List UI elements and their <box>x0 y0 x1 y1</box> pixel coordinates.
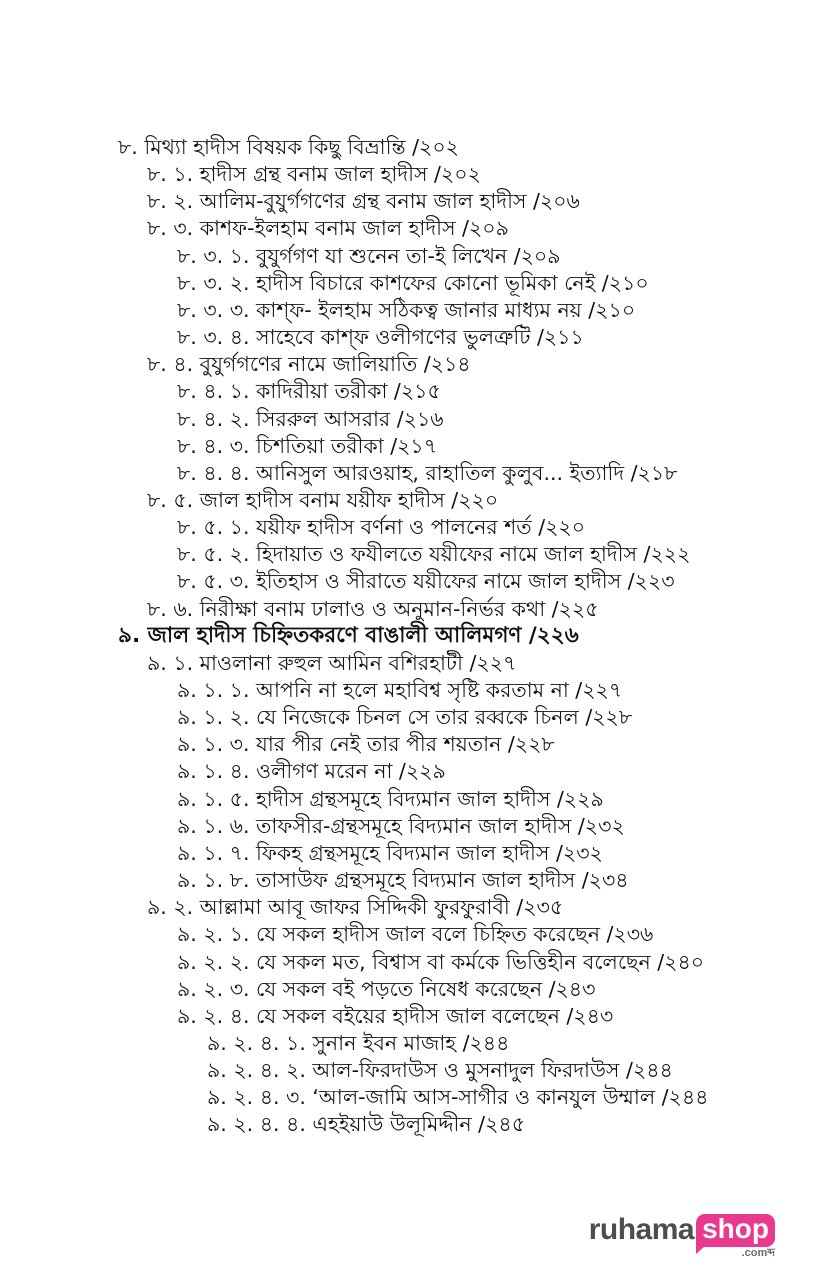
toc-entry: ৮. মিথ্যা হাদীস বিষয়ক কিছু বিভ্রান্তি /২০২ <box>118 135 460 159</box>
toc-entry: ৯. ১. ৪. ওলীগণ মরেন না /২২৯ <box>177 759 446 784</box>
ruhamashop-logo <box>588 1212 775 1259</box>
toc-entry: ৮. ৫. ২. হিদায়াত ও ফযীলতে যয়ীফের নামে জাল হাদীস /২২২ <box>177 542 691 567</box>
toc-entry: ৯. ১. ৫. হাদীস গ্রন্থসমূহে বিদ্যমান জাল হাদীস /২২৯ <box>177 786 604 811</box>
toc-entry: ৮. ৪. ১. কাদিরীয়া তরীকা /২১৫ <box>177 379 441 404</box>
toc-entry: ৯. ১. ১. আপনি না হলে মহাবিশ্ব সৃষ্টি করতাম না /২২৭ <box>177 678 623 702</box>
logo-domain: .comব্দ <box>741 1247 775 1259</box>
toc-entry: ৮. ৩. ৪. সাহেবে কাশ্‌ফ ওলীগণের ভুলত্রুটি /২১১ <box>177 325 584 350</box>
toc-entry: ৯. ২. ৪. ২. আল-ফিরদাউস ও মুসনাদুল ফিরদাউস /২৪৪ <box>207 1058 673 1083</box>
toc-entry: ৮. ৩. কাশফ-ইলহাম বনাম জাল হাদীস /২০৯ <box>147 216 509 241</box>
logo-text-shop: shop <box>696 1214 775 1247</box>
toc-entry: ৯. ১. ৬. তাফসীর-গ্রন্থসমূহে বিদ্যমান জাল হাদীস /২৩২ <box>177 813 625 838</box>
toc-entry: ৯. ১. ৩. যার পীর নেই তার পীর শয়তান /২২৮ <box>177 732 555 757</box>
toc-entry: ৯. ২. আল্লামা আবূ জাফর সিদ্দিকী ফুরফুরাবী /২৩৫ <box>147 895 564 920</box>
toc-entry: ৯. ২. ৪. ১. সুনান ইবন মাজাহ /২৪৪ <box>207 1030 510 1055</box>
toc-entry: ৮. ৬. নিরীক্ষা বনাম ঢালাও ও অনুমান-নির্ভর কথা /২২৫ <box>147 596 599 621</box>
toc-entry: ৮. ৫. ১. যয়ীফ হাদীস বর্ণনা ও পালনের শর্ত /২২০ <box>177 515 586 540</box>
toc-entry: ৮. ৪. ২. সিররুল আসরার /২১৬ <box>177 406 444 431</box>
toc-entry: ৯. ২. ৩. যে সকল বই পড়তে নিষেধ করেছেন /২৪৩ <box>177 976 596 1001</box>
toc-entry: ৯. ২. ৪. ৪. এহইয়াউ উলূমিদ্দীন /২৪৫ <box>207 1112 526 1137</box>
toc-entry: ৮. ৪. বুযুর্গগণের নামে জালিয়াতি /২১৪ <box>147 352 471 377</box>
toc-entry: ৯. ১. ২. যে নিজেকে চিনল সে তার রব্বকে চিনল /২২৮ <box>177 705 633 730</box>
toc-entry: ৯. ২. ২. যে সকল মত, বিশ্বাস বা কর্মকে ভিত্তিহীন বলেছেন /২৪০ <box>177 949 705 974</box>
toc-entry: ৯. ২. ৪. ৩. ‘আল-জামি আস-সাগীর ও কানযুল উম্মাল /২৪৪ <box>207 1085 709 1110</box>
toc-entry: ৮. ৩. ৩. কাশ্‌ফ- ইলহাম সঠিকত্ব জানার মাধ্যম নয় /২১০ <box>177 297 636 322</box>
toc-entry: ৮. ৫. জাল হাদীস বনাম যয়ীফ হাদীস /২২০ <box>147 487 499 512</box>
toc-entry: ৮. ২. আলিম-বুযুর্গগণের গ্রন্থ বনাম জাল হাদীস /২০৬ <box>147 189 580 214</box>
toc-entry: ৯. ১. মাওলানা রুহুল আমিন বশিরহাটী /২২৭ <box>147 650 517 675</box>
toc-entry: ৮. ৫. ৩. ইতিহাস ও সীরাতে যয়ীফের নামে জাল হাদীস /২২৩ <box>177 569 675 594</box>
toc-entry: ৮. ৩. ১. বুযুর্গগণ যা শুনেন তা-ই লিখেন /২০৯ <box>177 243 561 268</box>
toc-entry: ৯. ২. ৪. যে সকল বইয়ের হাদীস জাল বলেছেন /২৪৩ <box>177 1003 614 1028</box>
toc-entry: ৮. ১. হাদীস গ্রন্থ বনাম জাল হাদীস /২০২ <box>147 162 481 187</box>
toc-entry: ৯. ১. ৮. তাসাউফ গ্রন্থসমূহে বিদ্যমান জাল হাদীস /২৩৪ <box>177 868 629 893</box>
toc-entry: ৮. ৪. ৪. আনিসুল আরওয়াহ, রাহাতিল কুলুব... ইত্যাদি /২১৮ <box>177 460 678 485</box>
toc-entry: ৯. জাল হাদীস চিহ্নিতকরণে বাঙালী আলিমগণ /২২৬ <box>118 622 579 648</box>
logo-text-ruhama: ruhama <box>588 1213 695 1246</box>
toc-entry: ৮. ৩. ২. হাদীস বিচারে কাশফের কোনো ভূমিকা নেই /২১০ <box>177 270 649 295</box>
toc-entry: ৯. ২. ১. যে সকল হাদীস জাল বলে চিহ্নিত করেছেন /২৩৬ <box>177 922 654 947</box>
toc-entry: ৮. ৪. ৩. চিশতিয়া তরীকা /২১৭ <box>177 433 438 458</box>
toc-entry: ৯. ১. ৭. ফিকহ গ্রন্থসমূহে বিদ্যমান জাল হাদীস /২৩২ <box>177 840 603 865</box>
